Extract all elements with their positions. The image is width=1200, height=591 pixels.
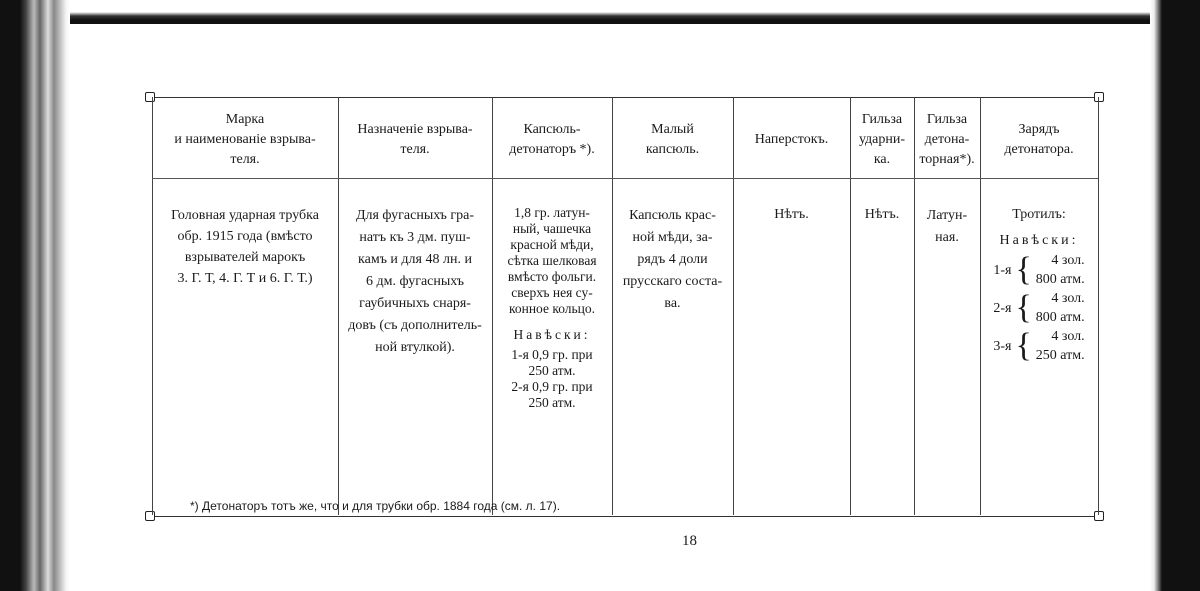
naveska-weight: 4 зол. (1051, 253, 1085, 268)
cell-zaryad (980, 205, 1098, 365)
cell-gilza-detonatornaya: Латун- ная. (926, 208, 968, 245)
cell-malyi-kapsul: Капсюль крас- ной мѣди, за- рядъ 4 доли прусскаго соста- ва. (622, 208, 723, 311)
kapsul-description: 1,8 гр. латун- ный, чашечка красной мѣди, сѣтка шелковая вмѣсто фольги. сверхъ нея су- конное кольцо. (507, 205, 597, 316)
corner-ornament (1094, 511, 1104, 521)
naveska-pressure: 800 атм. (1035, 272, 1085, 287)
corner-ornament (145, 511, 155, 521)
header-gilza-udarnika: Гильза ударни- ка. (858, 112, 906, 167)
naveska-item (980, 251, 1098, 289)
naveski-label: Навѣски: (513, 327, 591, 342)
naveska-weight: 4 зол. (1051, 291, 1085, 306)
naveska-number: 2-я (993, 300, 1012, 316)
naveska-item: 2-я 0,9 гр. при 250 атм. (511, 379, 593, 410)
scan-binding-left (0, 0, 70, 591)
header-kapsul-detonator: Капсюль- детонаторъ *). (509, 122, 595, 157)
scan-edge-top (0, 0, 1200, 24)
naveska-pressure: 800 атм. (1035, 310, 1085, 325)
header-rule (152, 178, 1098, 179)
naveska-item: 1-я 0,9 гр. при 250 атм. (511, 347, 593, 378)
naveska-weight: 4 зол. (1051, 329, 1085, 344)
header-zaryad: Зарядъ детонатора. (1004, 122, 1074, 157)
page-number: 18 (682, 533, 697, 549)
header-marka: Марка и наименованіе взрыва- теля. (174, 112, 316, 167)
cell-naznachenie: Для фугасныхъ гра- натъ къ 3 дм. пуш- камъ и для 48 лн. и 6 дм. фугасныхъ гаубичныхъ снаря- довъ (съ дополнитель- ной втулкой). (348, 208, 482, 355)
naveska-pressure: 250 атм. (1035, 348, 1085, 363)
cell-naperstok: Нѣтъ. (774, 207, 809, 222)
column-divider (1098, 97, 1099, 515)
cell-marka: Головная ударная трубка обр. 1915 года (вмѣсто взрывателей марокъ 3. Г. Т, 4. Г. Т и 6. Г. Т.) (171, 208, 319, 286)
brace-icon: { (1015, 251, 1032, 288)
header-naperstok: Наперстокъ. (754, 132, 829, 147)
naveski-label: Навѣски: (999, 233, 1079, 248)
cell-kapsul-detonator (492, 205, 612, 411)
zaryad-title: Тротилъ: (1012, 207, 1066, 222)
naveska-item (980, 289, 1098, 327)
footnote: *) Детонаторъ тотъ же, что и для трубки обр. 1884 года (см. л. 17). (190, 499, 561, 513)
corner-ornament (1094, 92, 1104, 102)
naveska-number: 3-я (993, 338, 1012, 354)
naveska-number: 1-я (993, 262, 1012, 278)
naveska-item (980, 327, 1098, 365)
header-gilza-detonatornaya: Гильза детона- торная*). (919, 112, 975, 167)
header-malyi-kapsul: Малый капсюль. (645, 122, 700, 157)
header-naznachenie: Назначеніе взрыва- теля. (357, 122, 473, 157)
brace-icon: { (1015, 327, 1032, 364)
brace-icon: { (1015, 289, 1032, 326)
scan-edge-right (1150, 0, 1200, 591)
cell-gilza-udarnika: Нѣтъ. (864, 207, 900, 222)
corner-ornament (145, 92, 155, 102)
